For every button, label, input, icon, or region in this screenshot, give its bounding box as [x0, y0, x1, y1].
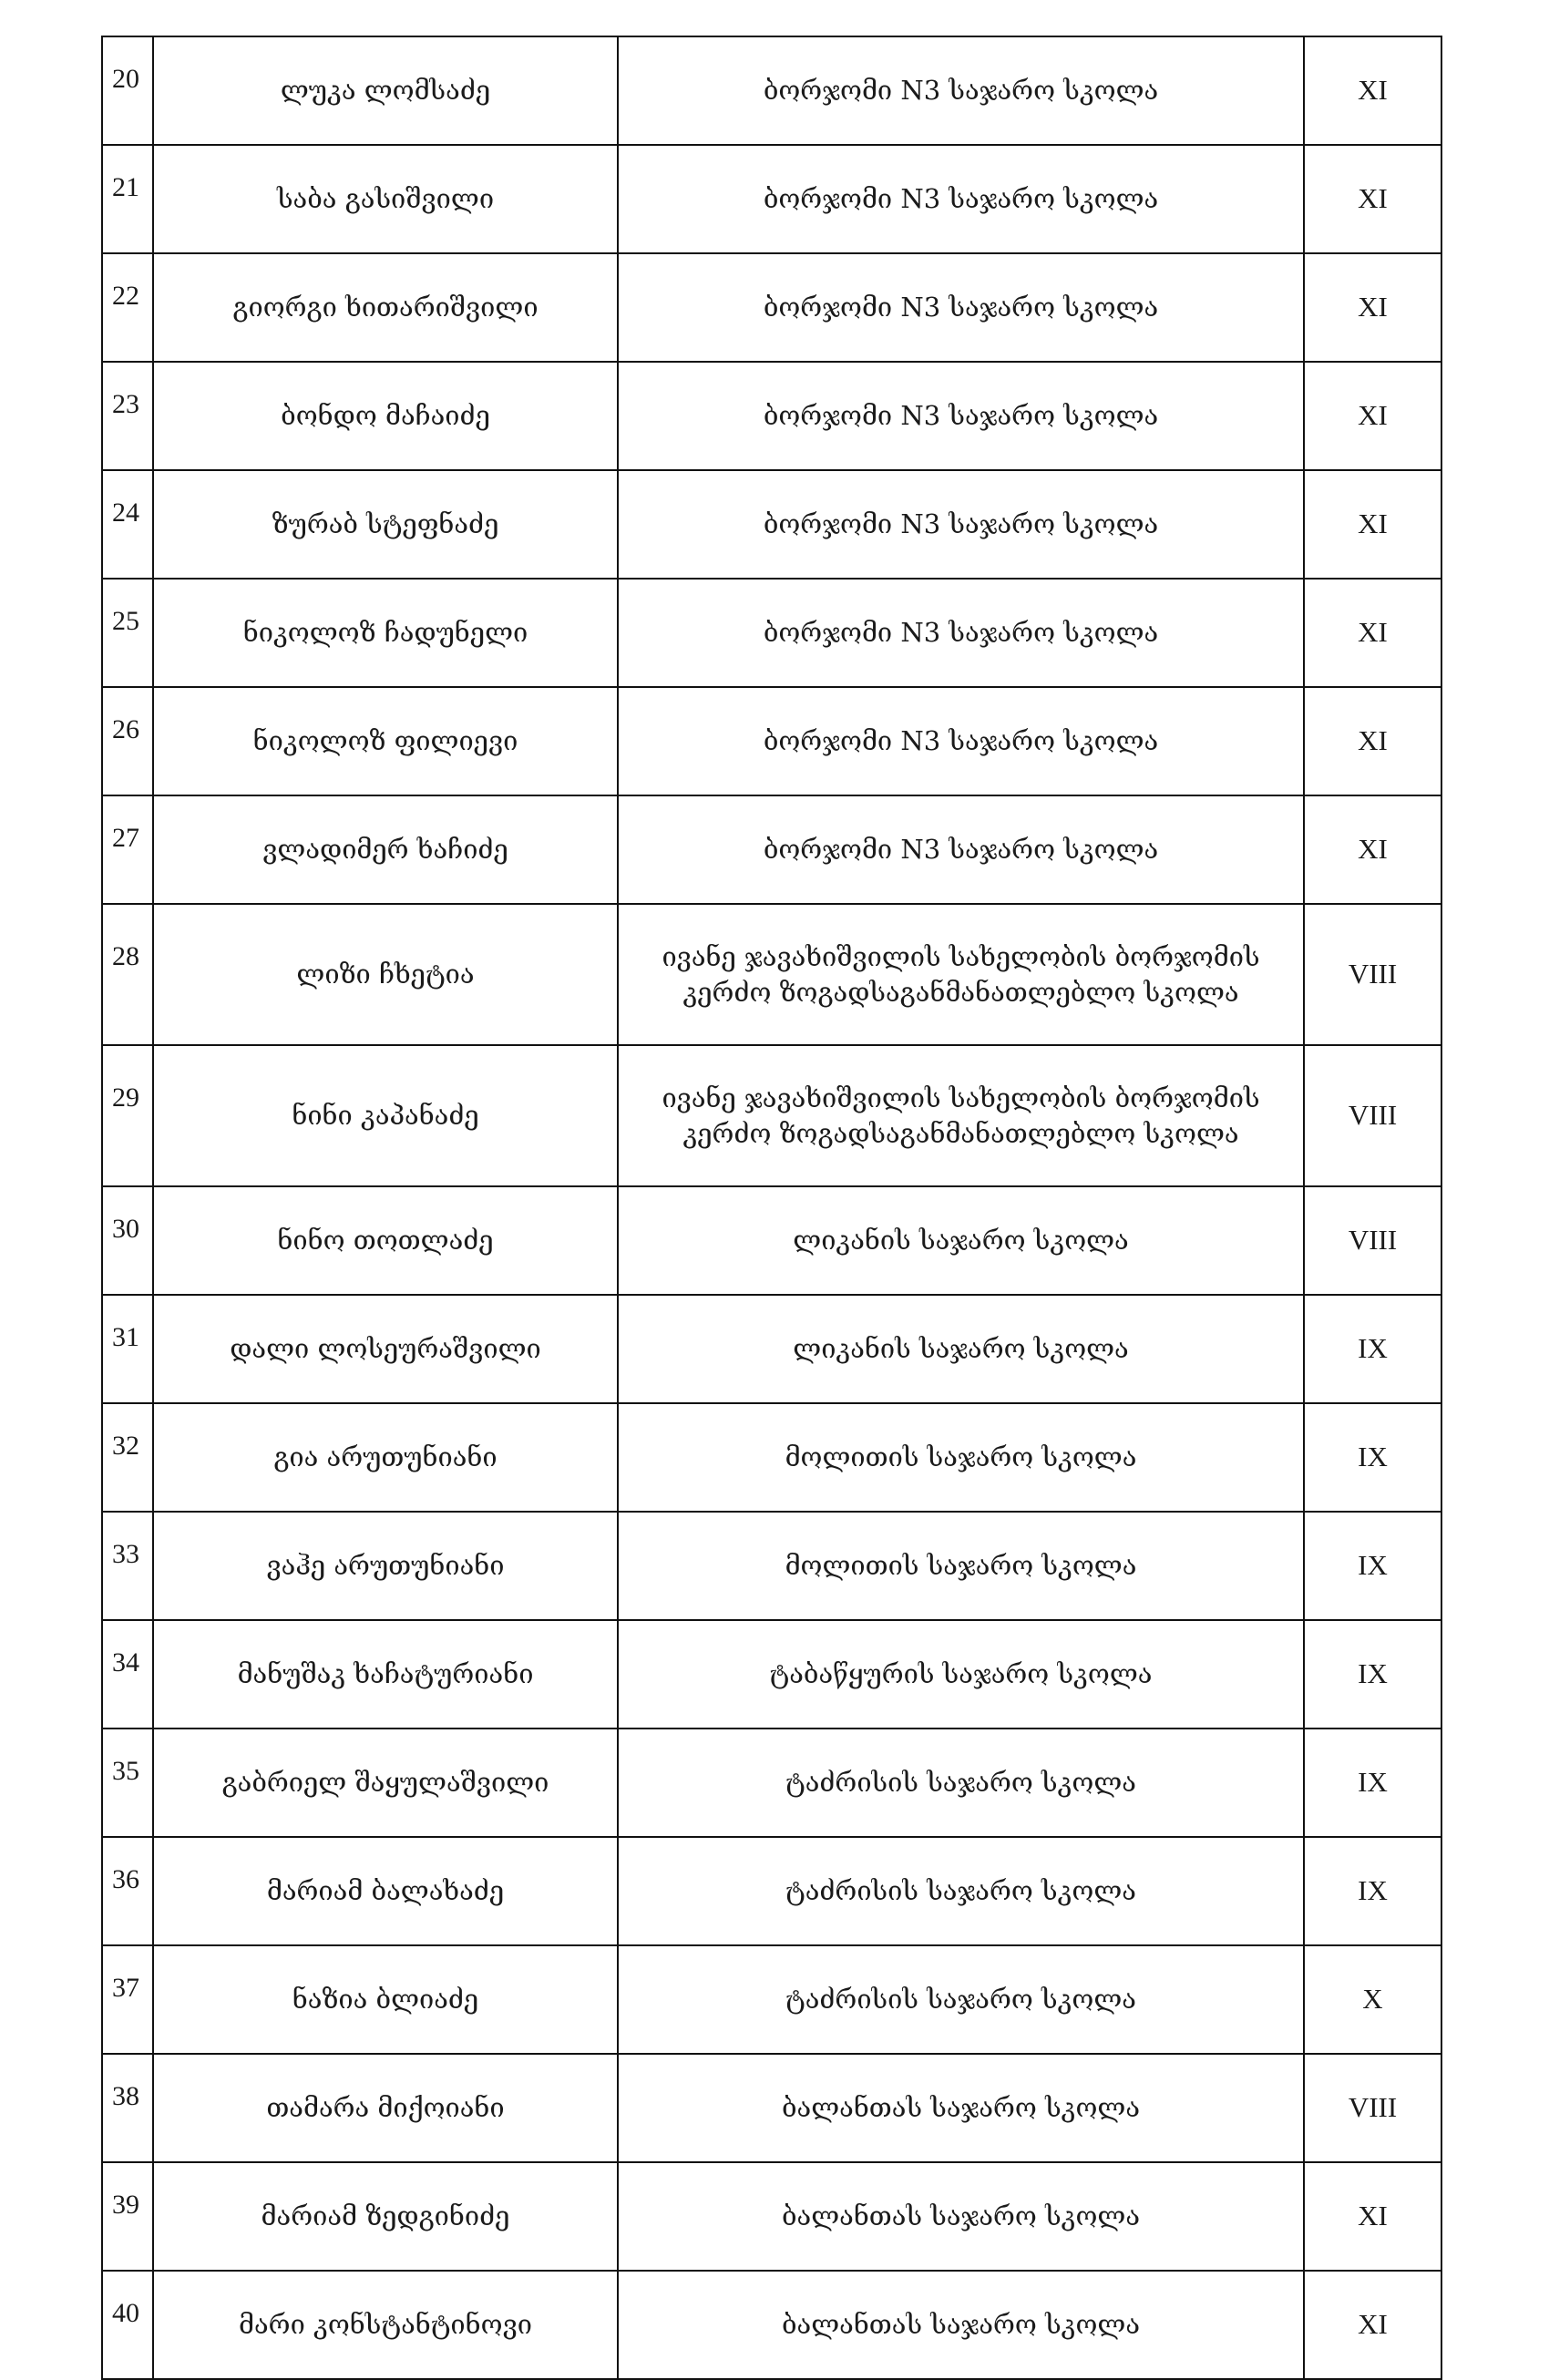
grade: IX: [1304, 1403, 1441, 1512]
row-number: 32: [102, 1403, 153, 1512]
student-name: თამარა მიქოიანი: [153, 2054, 618, 2162]
table-row: [102, 1837, 1441, 1945]
row-number: 29: [102, 1045, 153, 1186]
row-number: 31: [102, 1295, 153, 1403]
table-row: [102, 1403, 1441, 1512]
student-name: მარიამ ბალახაძე: [153, 1837, 618, 1945]
student-name: ზურაბ სტეფნაძე: [153, 470, 618, 579]
grade: VIII: [1304, 904, 1441, 1045]
school-name-line: კერძო ზოგადსაგანმანათლებლო სკოლა: [682, 1117, 1239, 1149]
school-name-line: კერძო ზოგადსაგანმანათლებლო სკოლა: [682, 976, 1239, 1008]
student-name: მარი კონსტანტინოვი: [153, 2271, 618, 2379]
student-name: ნიკოლოზ ფილიევი: [153, 687, 618, 795]
school-name: [618, 2054, 1304, 2162]
school-name: [618, 904, 1304, 1045]
student-name: ლიზი ჩხეტია: [153, 904, 618, 1045]
school-name: [618, 1045, 1304, 1186]
student-name: საბა გასიშვილი: [153, 145, 618, 253]
grade: XI: [1304, 2162, 1441, 2271]
grade: XI: [1304, 579, 1441, 687]
school-name-line: ბორჯომი N3 საჯარო სკოლა: [763, 508, 1159, 540]
table-row: [102, 687, 1441, 795]
table-row: [102, 1729, 1441, 1837]
table-row: [102, 145, 1441, 253]
table-row: [102, 795, 1441, 904]
table-row: [102, 1186, 1441, 1295]
student-name: ნაზია ბლიაძე: [153, 1945, 618, 2054]
school-name: [618, 253, 1304, 362]
school-name-line: მოლითის საჯარო სკოლა: [785, 1550, 1137, 1582]
grade: IX: [1304, 1620, 1441, 1729]
row-number: 20: [102, 36, 153, 145]
table-row: [102, 2271, 1441, 2379]
table-row: [102, 470, 1441, 579]
table-row: [102, 1512, 1441, 1620]
school-name-line: ტაძრისის საჯარო სკოლა: [785, 1875, 1136, 1907]
table-row: [102, 1045, 1441, 1186]
table-row: [102, 2054, 1441, 2162]
school-name: [618, 470, 1304, 579]
grade: VIII: [1304, 1045, 1441, 1186]
school-name-line: ბალანთას საჯარო სკოლა: [781, 2200, 1141, 2232]
table-row: [102, 1945, 1441, 2054]
school-name-line: ლიკანის საჯარო სკოლა: [793, 1225, 1129, 1257]
document-page: [101, 36, 1441, 2380]
grade: X: [1304, 1945, 1441, 2054]
student-name: ნიკოლოზ ჩადუნელი: [153, 579, 618, 687]
school-name-line: ბორჯომი N3 საჯარო სკოლა: [763, 183, 1159, 215]
row-number: 40: [102, 2271, 153, 2379]
school-name-line: ბალანთას საჯარო სკოლა: [781, 2309, 1141, 2341]
school-name: [618, 1729, 1304, 1837]
school-name-line: ბორჯომი N3 საჯარო სკოლა: [763, 292, 1159, 323]
student-name: ვლადიმერ ხაჩიძე: [153, 795, 618, 904]
table-body: [102, 36, 1441, 2379]
grade: VIII: [1304, 2054, 1441, 2162]
grade: IX: [1304, 1512, 1441, 1620]
row-number: 36: [102, 1837, 153, 1945]
school-name: [618, 2271, 1304, 2379]
table-row: [102, 36, 1441, 145]
row-number: 34: [102, 1620, 153, 1729]
school-name-line: ლიკანის საჯარო სკოლა: [793, 1333, 1129, 1365]
row-number: 23: [102, 362, 153, 470]
row-number: 21: [102, 145, 153, 253]
row-number: 26: [102, 687, 153, 795]
student-name: ნინო თოთლაძე: [153, 1186, 618, 1295]
school-name: [618, 1837, 1304, 1945]
grade: VIII: [1304, 1186, 1441, 1295]
school-name: [618, 687, 1304, 795]
table-row: [102, 253, 1441, 362]
grade: XI: [1304, 795, 1441, 904]
grade: XI: [1304, 687, 1441, 795]
table-row: [102, 904, 1441, 1045]
table-row: [102, 1295, 1441, 1403]
school-name: [618, 2162, 1304, 2271]
student-name: მანუშაკ ხაჩატურიანი: [153, 1620, 618, 1729]
row-number: 28: [102, 904, 153, 1045]
student-name: ნინი კაპანაძე: [153, 1045, 618, 1186]
student-name: გია არუთუნიანი: [153, 1403, 618, 1512]
school-name-line: მოლითის საჯარო სკოლა: [785, 1441, 1137, 1473]
school-name-line: ბორჯომი N3 საჯარო სკოლა: [763, 75, 1159, 107]
table-row: [102, 579, 1441, 687]
school-name: [618, 36, 1304, 145]
row-number: 33: [102, 1512, 153, 1620]
school-name-line: ბორჯომი N3 საჯარო სკოლა: [763, 725, 1159, 757]
school-name-line: ბორჯომი N3 საჯარო სკოლა: [763, 400, 1159, 432]
school-name-line: ტაძრისის საჯარო სკოლა: [785, 1767, 1136, 1799]
grade: XI: [1304, 2271, 1441, 2379]
school-name-line: ტაძრისის საჯარო სკოლა: [785, 1984, 1136, 2016]
school-name: [618, 1186, 1304, 1295]
row-number: 37: [102, 1945, 153, 2054]
school-name: [618, 579, 1304, 687]
row-number: 25: [102, 579, 153, 687]
school-name-line: ივანე ჯავახიშვილის სახელობის ბორჯომის: [662, 1082, 1260, 1114]
student-name: გაბრიელ შაყულაშვილი: [153, 1729, 618, 1837]
grade: IX: [1304, 1837, 1441, 1945]
table-row: [102, 2162, 1441, 2271]
school-name: [618, 1295, 1304, 1403]
row-number: 38: [102, 2054, 153, 2162]
grade: XI: [1304, 470, 1441, 579]
grade: IX: [1304, 1295, 1441, 1403]
grade: XI: [1304, 253, 1441, 362]
participants-table: [101, 36, 1442, 2380]
table-row: [102, 1620, 1441, 1729]
school-name-line: ბორჯომი N3 საჯარო სკოლა: [763, 617, 1159, 649]
row-number: 24: [102, 470, 153, 579]
grade: XI: [1304, 36, 1441, 145]
row-number: 39: [102, 2162, 153, 2271]
student-name: დალი ლოსეურაშვილი: [153, 1295, 618, 1403]
table-row: [102, 362, 1441, 470]
school-name: [618, 795, 1304, 904]
row-number: 22: [102, 253, 153, 362]
school-name: [618, 362, 1304, 470]
row-number: 27: [102, 795, 153, 904]
grade: XI: [1304, 145, 1441, 253]
school-name-line: ბორჯომი N3 საჯარო სკოლა: [763, 834, 1159, 866]
student-name: გიორგი ხითარიშვილი: [153, 253, 618, 362]
school-name-line: ტაბაწყურის საჯარო სკოლა: [769, 1658, 1153, 1690]
grade: IX: [1304, 1729, 1441, 1837]
grade: XI: [1304, 362, 1441, 470]
school-name-line: ბალანთას საჯარო სკოლა: [781, 2092, 1141, 2124]
school-name: [618, 1620, 1304, 1729]
school-name: [618, 1512, 1304, 1620]
student-name: მარიამ ზედგინიძე: [153, 2162, 618, 2271]
student-name: ბონდო მაჩაიძე: [153, 362, 618, 470]
school-name: [618, 1403, 1304, 1512]
school-name: [618, 1945, 1304, 2054]
row-number: 35: [102, 1729, 153, 1837]
school-name: [618, 145, 1304, 253]
student-name: ლუკა ლომსაძე: [153, 36, 618, 145]
row-number: 30: [102, 1186, 153, 1295]
school-name-line: ივანე ჯავახიშვილის სახელობის ბორჯომის: [662, 941, 1260, 973]
student-name: ვაჰე არუთუნიანი: [153, 1512, 618, 1620]
